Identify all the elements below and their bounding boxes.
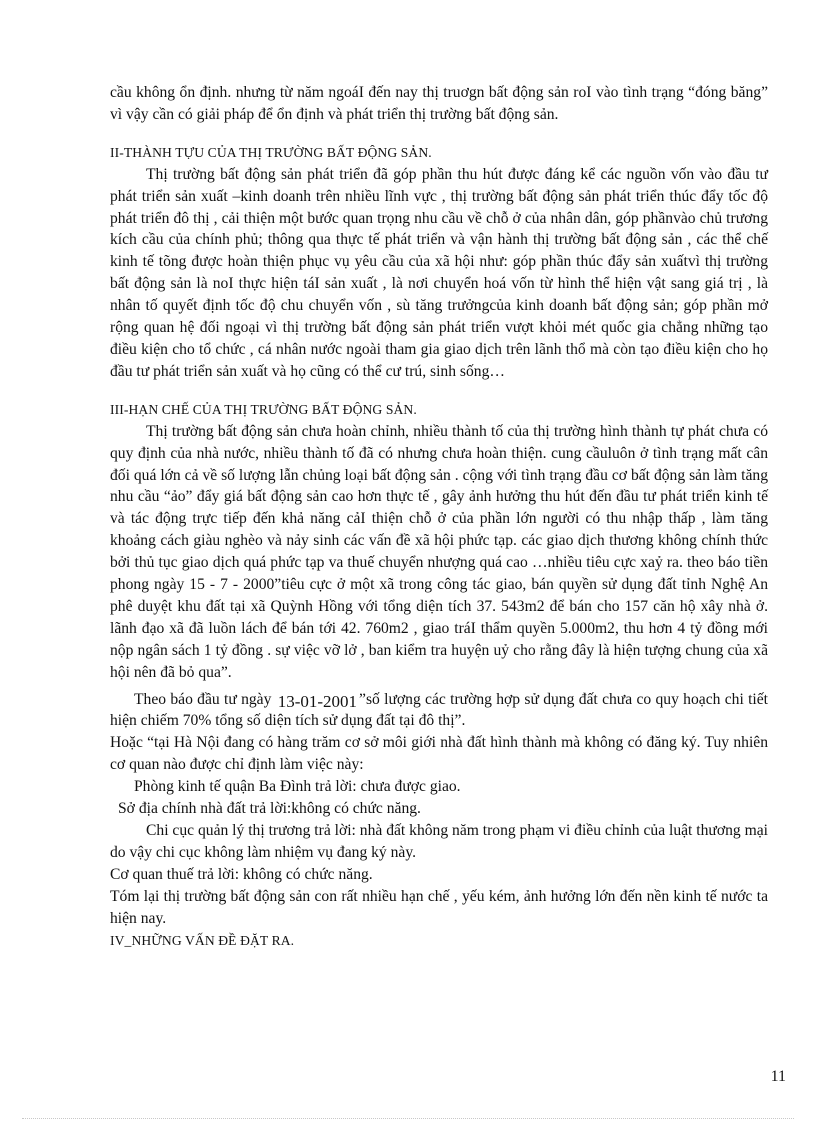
achievements-paragraph: Thị trường bất động sản phát triển đã góp phần thu hút được đáng kể các nguồn vốn vào đầu tư phát triển sản xuất –kinh doanh trên nhiều lĩnh vực , thị trường bất động sản phát triển thúc đẩy tốc độ phát triển đô thị , cải thiện một bước quan trọng nhu cầu về chỗ ở của nhân dân, góp phầnvào chủ trương kích cầu của chính phủ; thông qua thực tế phát triển và vận hành thị trường bất động sản , các thể chế kinh tế tõng được hoàn thiện phục vụ yêu cầu của xã hội như: góp phần thúc đẩy sản xuấtvì thị trường bất động sản là noI thực hiện táI sản xuất , là nơi chuyển hoá vốn từ hình thể hiện vật sang giá trị , là nhân tố quyết định tốc độ chu chuyển vốn , sù tăng trưởngcủa kinh doanh bất động sản; góp phần mở rộng quan hệ đối ngoại vì thị trường bất động sản phát triển vượt khỏi mét quốc gia chẳng những tạo điều kiện cho tổ chức , cá nhân nước ngoài tham gia giao dịch trên lãnh thổ mà còn tạo điều kiện cho họ đầu tư phát triển sản xuất và họ cũng có thể cư trú, sinh sống… xyxy=(110,165,768,380)
section-heading-achievements: II-THÀNH TỰU CỦA THỊ TRƯỜNG BẤT ĐỘNG SẢN. xyxy=(110,144,432,160)
hanoi-paragraph: Hoặc “tại Hà Nội đang có hàng trăm cơ sở môi giới nhà đất hình thành mà không có đăng ký. Tuy nhiên cơ quan nào được chỉ định làm việc này: xyxy=(110,734,768,774)
intro-paragraph: cầu không ổn định. nhưng từ năm ngoáI đến nay thị truơgn bất động sản roI vào tình trạng “đóng băng” vì vậy cần có giải pháp để ổn định và phát triển thị trường bất động sản. xyxy=(110,84,768,123)
page-number: 11 xyxy=(770,1068,786,1085)
investment-rest: ”số lượng các trường hợp sử dụng đất chưa co quy hoạch chi tiết hiện chiếm 70% tổng số diện tích sử dụng đất tại đô thị”. xyxy=(110,690,768,730)
badinh-answer: Phòng kinh tế quận Ba Đình trả lời: chưa được giao. xyxy=(134,778,461,796)
chicuc-answer: Chi cục quản lý thị trương trả lời: nhà đất không năm trong phạm vi điều chỉnh của luật thương mại do vậy chi cục không làm nhiệm vụ đang ký này. xyxy=(110,822,768,861)
investment-prefix: Theo báo đầu tư ngày xyxy=(134,690,272,708)
section-heading-issues: IV_NHỮNG VẤN ĐỀ ĐẶT RA. xyxy=(110,932,295,948)
footer-divider xyxy=(22,1118,794,1119)
tax-answer: Cơ quan thuế trả lời: không có chức năng. xyxy=(110,865,373,883)
section-heading-limitations: III-HẠN CHẾ CỦA THỊ TRƯỜNG BẤT ĐỘNG SẢN. xyxy=(110,401,417,417)
page-body xyxy=(110,82,768,951)
summary-paragraph: Tóm lại thị trường bất động sản con rất nhiều hạn chế , yếu kém, ảnh hưởng lớn đến nền kinh tế nước ta hiện nay. xyxy=(110,887,768,927)
investment-date: 13-01-2001 xyxy=(277,691,358,711)
diachinh-answer: Sở địa chính nhà đất trả lời:không có chức năng. xyxy=(118,800,421,818)
investment-paragraph xyxy=(110,688,768,733)
limitations-paragraph: Thị trường bất động sản chưa hoàn chỉnh, nhiều thành tố của thị trường hình thành tự phát chưa có quy định của nhà nước, nhiều thành tố đã có nhưng chưa hoàn thiện. cung cầuluôn ở tình trạng mất cân đối quá lớn cả về số lượng lẫn chủng loại bất động sản . cộng với tình trạng đầu cơ bất động sản làm tăng nhu cầu “ảo” đẩy giá bất động sản cao hơn thực tế , gây ảnh hưởng thu hút đến đầu tư phát triển kinh tế và tác động trực tiếp đến khả năng cảI thiện chỗ ở của phần lớn người có thu nhập thấp , làm tăng khoảng cách giàu nghèo và nảy sinh các vấn đề xã hội phức tạp. các giao dịch thương không chính thức bởi thủ tục giao dịch quá phức tạp va thuế chuyển nhượng quá cao …nhiều tiêu cực xaỷ ra. theo báo tiền phong ngày 15 - 7 - 2000”tiêu cực ở một xã trong công tác giao, bán quyền sử dụng đất tỉnh Nghệ An phê duyệt khu đất tại xã Quỳnh Hồng với tổng diện tích 37. 543m2 để bán cho 157 căn hộ xây nhà ở. lãnh đạo xã đã luồn lách để bán tới 42. 760m2 , giao tráI thẩm quyền 5.000m2, thu hơn 4 tỷ đồng mới nộp ngân sách 1 tỷ đồng . sự việc vỡ lở , ban kiểm tra huyện uỷ cho rằng đây là hiện tượng chung của xã hội nên đã bỏ qua”. xyxy=(110,422,768,681)
